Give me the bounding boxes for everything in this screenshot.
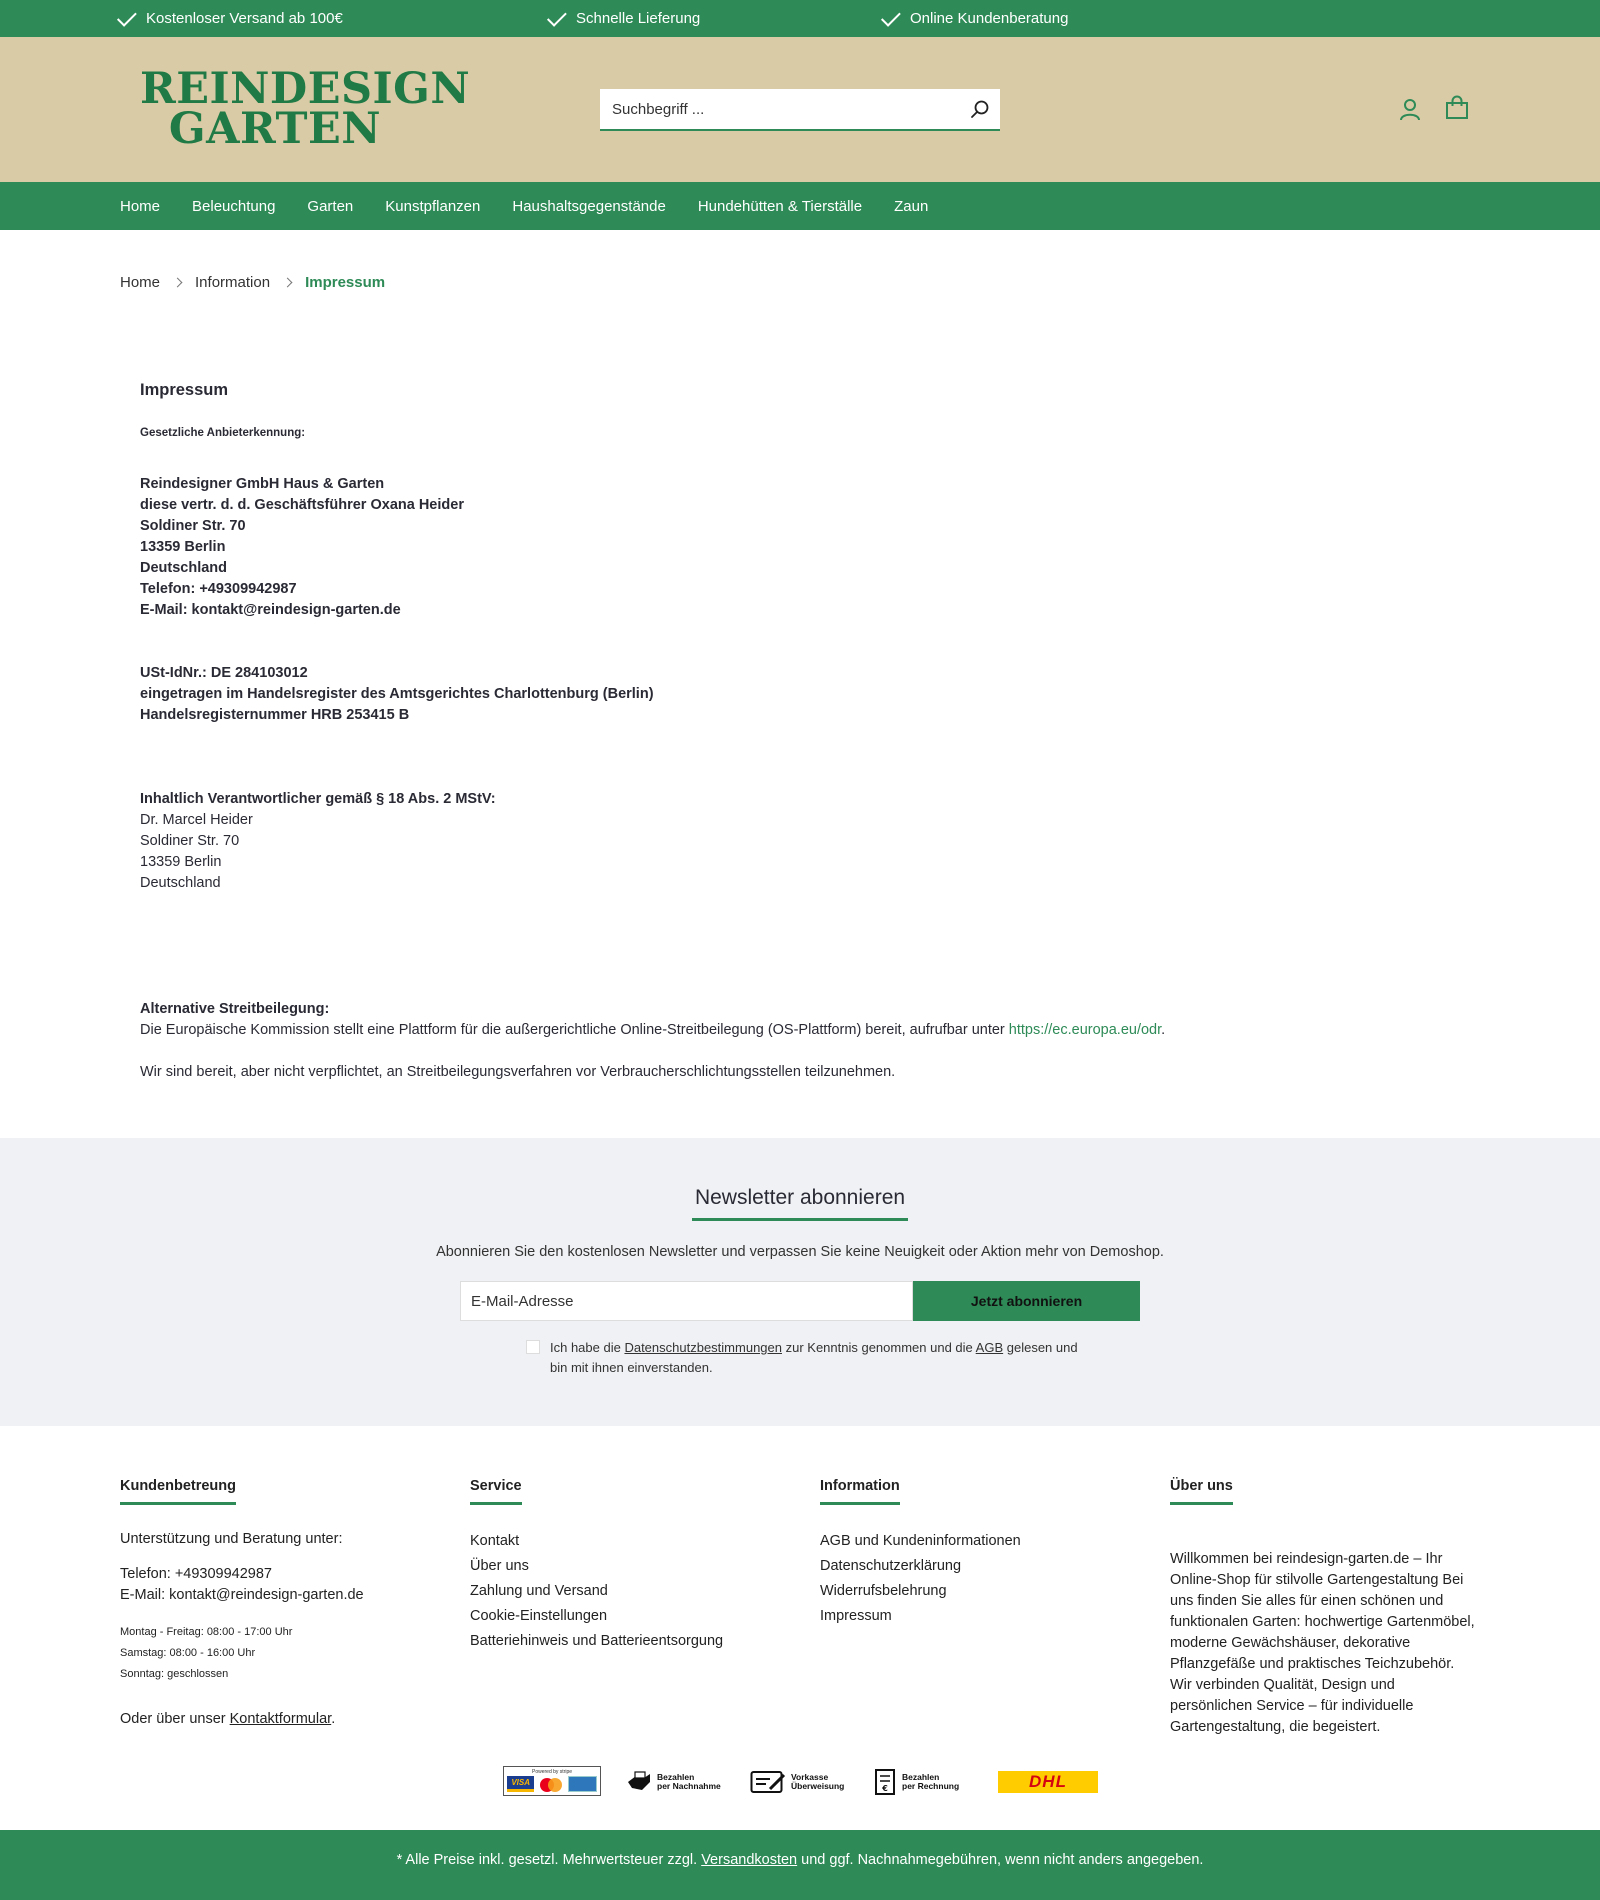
company-city: 13359 Berlin	[140, 539, 226, 555]
register-number: Handelsregisternummer HRB 253415 B	[140, 707, 410, 723]
newsletter-text: Abonnieren Sie den kostenlosen Newsletter und verpassen Sie keine Neuigkeit oder Aktion mehr von Demoshop.	[436, 1244, 1164, 1260]
cod-label-2: per Nachnahme	[657, 1781, 721, 1791]
chevron-right-icon	[173, 277, 183, 287]
footer-link-datenschutz[interactable]: Datenschutzerklärung	[820, 1558, 962, 1574]
footer-col-support	[120, 1478, 450, 1730]
subscribe-button[interactable]: Jetzt abonnieren	[913, 1281, 1140, 1321]
support-intro: Unterstützung und Beratung unter:	[120, 1531, 343, 1547]
visa-icon: VISA	[507, 1776, 534, 1792]
dispute-info	[140, 999, 1600, 1083]
newsletter-section	[0, 1138, 1600, 1426]
dispute-heading: Alternative Streitbeilegung:	[140, 1001, 330, 1017]
price-info-bar	[0, 1830, 1600, 1900]
stripe-label: Powered by stripe	[531, 1769, 573, 1775]
support-hours-saturday: Samstag: 08:00 - 16:00 Uhr	[120, 1647, 256, 1659]
shipping-costs-link[interactable]	[701, 1852, 797, 1868]
company-address	[140, 474, 1600, 621]
prepayment-logo	[750, 1766, 844, 1798]
stripe-cards-logo	[503, 1766, 601, 1796]
agb-link[interactable]: AGB	[975, 1340, 1004, 1355]
breadcrumb-home[interactable]: Home	[120, 273, 161, 291]
account-icon[interactable]	[1398, 97, 1422, 125]
newsletter-title-underline	[692, 1218, 908, 1221]
footer-link-agb[interactable]: AGB und Kundeninformationen	[820, 1533, 1021, 1549]
search-icon[interactable]	[960, 89, 1000, 129]
footer-link-ueber-uns[interactable]: Über uns	[470, 1558, 529, 1574]
logo-line-1: REINDESIGN	[140, 64, 471, 114]
support-hours-weekday: Montag - Freitag: 08:00 - 17:00 Uhr	[120, 1626, 293, 1638]
dispute-text-body: Die Europäische Kommission stellt eine Plattform für die außergerichtliche Online-Streitbeilegung (OS-Plattform) bereit, aufrufbar unter	[140, 1022, 1009, 1038]
price-info-suffix: und ggf. Nachnahmegebühren, wenn nicht anders angegeben.	[797, 1852, 1204, 1868]
footer-col-about	[1170, 1478, 1480, 1738]
invoice-logo	[873, 1766, 959, 1798]
provider-heading: Gesetzliche Anbieterkennung:	[140, 427, 306, 439]
search-bar	[600, 89, 1000, 131]
price-info-prefix: * Alle Preise inkl. gesetzl. Mehrwertsteuer zzgl.	[396, 1852, 702, 1868]
support-email: E-Mail: kontakt@reindesign-garten.de	[120, 1587, 364, 1603]
privacy-link[interactable]: Datenschutzbestimmungen	[624, 1340, 782, 1355]
mastercard-icon	[537, 1776, 564, 1792]
newsletter-form	[460, 1281, 1140, 1321]
vat-id: USt-IdNr.: DE 284103012	[140, 665, 308, 681]
newsletter-title: Newsletter abonnieren	[694, 1186, 906, 1209]
odr-link[interactable]: https://ec.europa.eu/odr	[1008, 1022, 1162, 1038]
site-footer	[0, 1426, 1600, 1856]
responsible-country: Deutschland	[140, 875, 221, 891]
page-title: Impressum	[140, 381, 229, 399]
footer-link-widerruf[interactable]: Widerrufsbelehrung	[820, 1583, 947, 1599]
impressum-content	[0, 300, 1600, 1138]
usp-text: Online Kundenberatung	[910, 10, 1069, 27]
support-contact-suffix: .	[331, 1711, 336, 1727]
dispute-note: Wir sind bereit, aber nicht verpflichtet, an Streitbeilegungsverfahren vor Verbraucherschlichtungsstellen teilzunehmen.	[140, 1064, 896, 1080]
newsletter-consent	[526, 1338, 1086, 1378]
support-phone: Telefon: +49309942987	[120, 1566, 272, 1582]
invoice-label	[902, 1773, 959, 1791]
footer-link-zahlung-versand[interactable]: Zahlung und Versand	[470, 1583, 608, 1599]
payment-methods	[0, 1766, 1600, 1806]
check-icon	[547, 6, 567, 26]
consent-text	[550, 1338, 1086, 1378]
dispute-text-end: .	[1161, 1022, 1166, 1038]
invoice-icon	[873, 1768, 897, 1796]
support-contact	[120, 1709, 450, 1730]
support-hours-sunday: Sonntag: geschlossen	[120, 1668, 229, 1680]
responsible-city: 13359 Berlin	[140, 854, 222, 870]
usp-item	[884, 10, 1068, 27]
cod-logo	[626, 1766, 721, 1798]
check-icon	[117, 6, 137, 26]
usp-item	[120, 10, 550, 27]
company-email: E-Mail: kontakt@reindesign-garten.de	[140, 602, 401, 618]
dhl-logo	[998, 1771, 1098, 1793]
footer-service-title: Service	[470, 1478, 522, 1505]
register-info	[140, 663, 1600, 726]
footer-link-batteriehinweis[interactable]: Batteriehinweis und Batterieentsorgung	[470, 1633, 724, 1649]
company-phone: Telefon: +49309942987	[140, 581, 297, 597]
consent-text-3: gelesen und bin mit ihnen einverstanden.	[550, 1340, 1078, 1375]
logo-line-2: GARTEN	[168, 104, 382, 154]
information-links	[820, 1529, 1150, 1629]
nav-item-hundehuetten[interactable]: Hundehütten & Tierställe	[697, 197, 863, 215]
bank-transfer-icon	[750, 1769, 786, 1795]
invoice-label-2: per Rechnung	[902, 1781, 960, 1791]
usp-text: Schnelle Lieferung	[576, 10, 701, 27]
contact-form-link-text: Kontaktformular	[229, 1711, 332, 1727]
company-street: Soldiner Str. 70	[140, 518, 246, 534]
footer-information-title: Information	[820, 1478, 900, 1505]
nav-item-beleuchtung[interactable]: Beleuchtung	[192, 197, 276, 215]
company-represented: diese vertr. d. d. Geschäftsführer Oxana Heider	[140, 497, 464, 513]
nav-item-haushaltsgegenstaende[interactable]: Haushaltsgegenstände	[512, 197, 666, 215]
invoice-label-1: Bezahlen	[902, 1772, 940, 1782]
service-links	[470, 1529, 800, 1654]
footer-col-service	[470, 1478, 800, 1654]
cod-label-1: Bezahlen	[657, 1772, 695, 1782]
footer-about-title: Über uns	[1170, 1478, 1233, 1505]
nav-item-zaun[interactable]: Zaun	[894, 197, 929, 215]
responsible-info	[140, 789, 1600, 894]
svg-text:€: €	[882, 1784, 888, 1793]
dispute-text	[140, 1020, 1600, 1041]
newsletter-email-input[interactable]	[460, 1281, 913, 1321]
nav-item-kunstpflanzen[interactable]: Kunstpflanzen	[385, 197, 481, 215]
responsible-name: Dr. Marcel Heider	[140, 812, 253, 828]
shipping-costs-link-text: Versandkosten	[701, 1852, 798, 1868]
prepayment-label	[791, 1773, 844, 1791]
about-text: Willkommen bei reindesign-garten.de – Ihr Online-Shop für stilvolle Gartengestaltung Bei uns finden Sie alles für einen schönen und funktionalen Garten: hochwertige Gartenmöbel, moderne Gewächshäuser, dekorative Pflanzgefäße und praktisches Teichzubehör. Wir verbinden Qualität, Design und persönlichen Service – für individuelle Gartengestaltung, die begeistert.	[1170, 1551, 1475, 1735]
cart-icon[interactable]	[1444, 95, 1470, 125]
nav-item-garten[interactable]: Garten	[307, 197, 354, 215]
check-icon	[881, 6, 901, 26]
nav-item-home[interactable]: Home	[120, 197, 161, 215]
footer-link-impressum[interactable]: Impressum	[820, 1608, 892, 1624]
usp-bar	[0, 0, 1600, 37]
footer-link-kontakt[interactable]: Kontakt	[470, 1533, 520, 1549]
footer-link-cookie-einstellungen[interactable]: Cookie-Einstellungen	[470, 1608, 608, 1624]
prepayment-label-1: Vorkasse	[791, 1772, 829, 1782]
cash-on-delivery-icon	[626, 1770, 652, 1794]
breadcrumb-information[interactable]: Information	[195, 273, 271, 291]
chevron-right-icon	[283, 277, 293, 287]
amex-icon	[568, 1776, 597, 1792]
usp-text: Kostenloser Versand ab 100€	[146, 10, 343, 27]
responsible-heading: Inhaltlich Verantwortlicher gemäß § 18 Abs. 2 MStV:	[140, 791, 496, 807]
register-court: eingetragen im Handelsregister des Amtsgerichtes Charlottenburg (Berlin)	[140, 686, 654, 702]
dhl-text: DHL	[1029, 1772, 1067, 1791]
breadcrumb-impressum[interactable]: Impressum	[305, 273, 386, 291]
cod-label	[657, 1773, 721, 1791]
consent-checkbox[interactable]	[526, 1340, 540, 1354]
search-input[interactable]	[600, 101, 960, 118]
footer-col-information	[820, 1478, 1150, 1629]
company-country: Deutschland	[140, 560, 228, 576]
main-nav	[0, 182, 1600, 230]
card-logos	[507, 1776, 597, 1792]
footer-support-title: Kundenbetreung	[120, 1478, 236, 1505]
responsible-street: Soldiner Str. 70	[140, 833, 240, 849]
contact-form-link[interactable]	[230, 1711, 332, 1727]
logo[interactable]	[140, 64, 471, 154]
support-contact-prefix: Oder über unser	[120, 1711, 230, 1727]
company-name: Reindesigner GmbH Haus & Garten	[140, 476, 385, 492]
consent-text-1: Ich habe die	[550, 1340, 625, 1355]
usp-item	[550, 10, 884, 27]
prepayment-label-2: Überweisung	[791, 1781, 845, 1791]
consent-text-2: zur Kenntnis genommen und die	[781, 1340, 976, 1355]
breadcrumb	[0, 230, 1600, 300]
site-header	[0, 37, 1600, 182]
